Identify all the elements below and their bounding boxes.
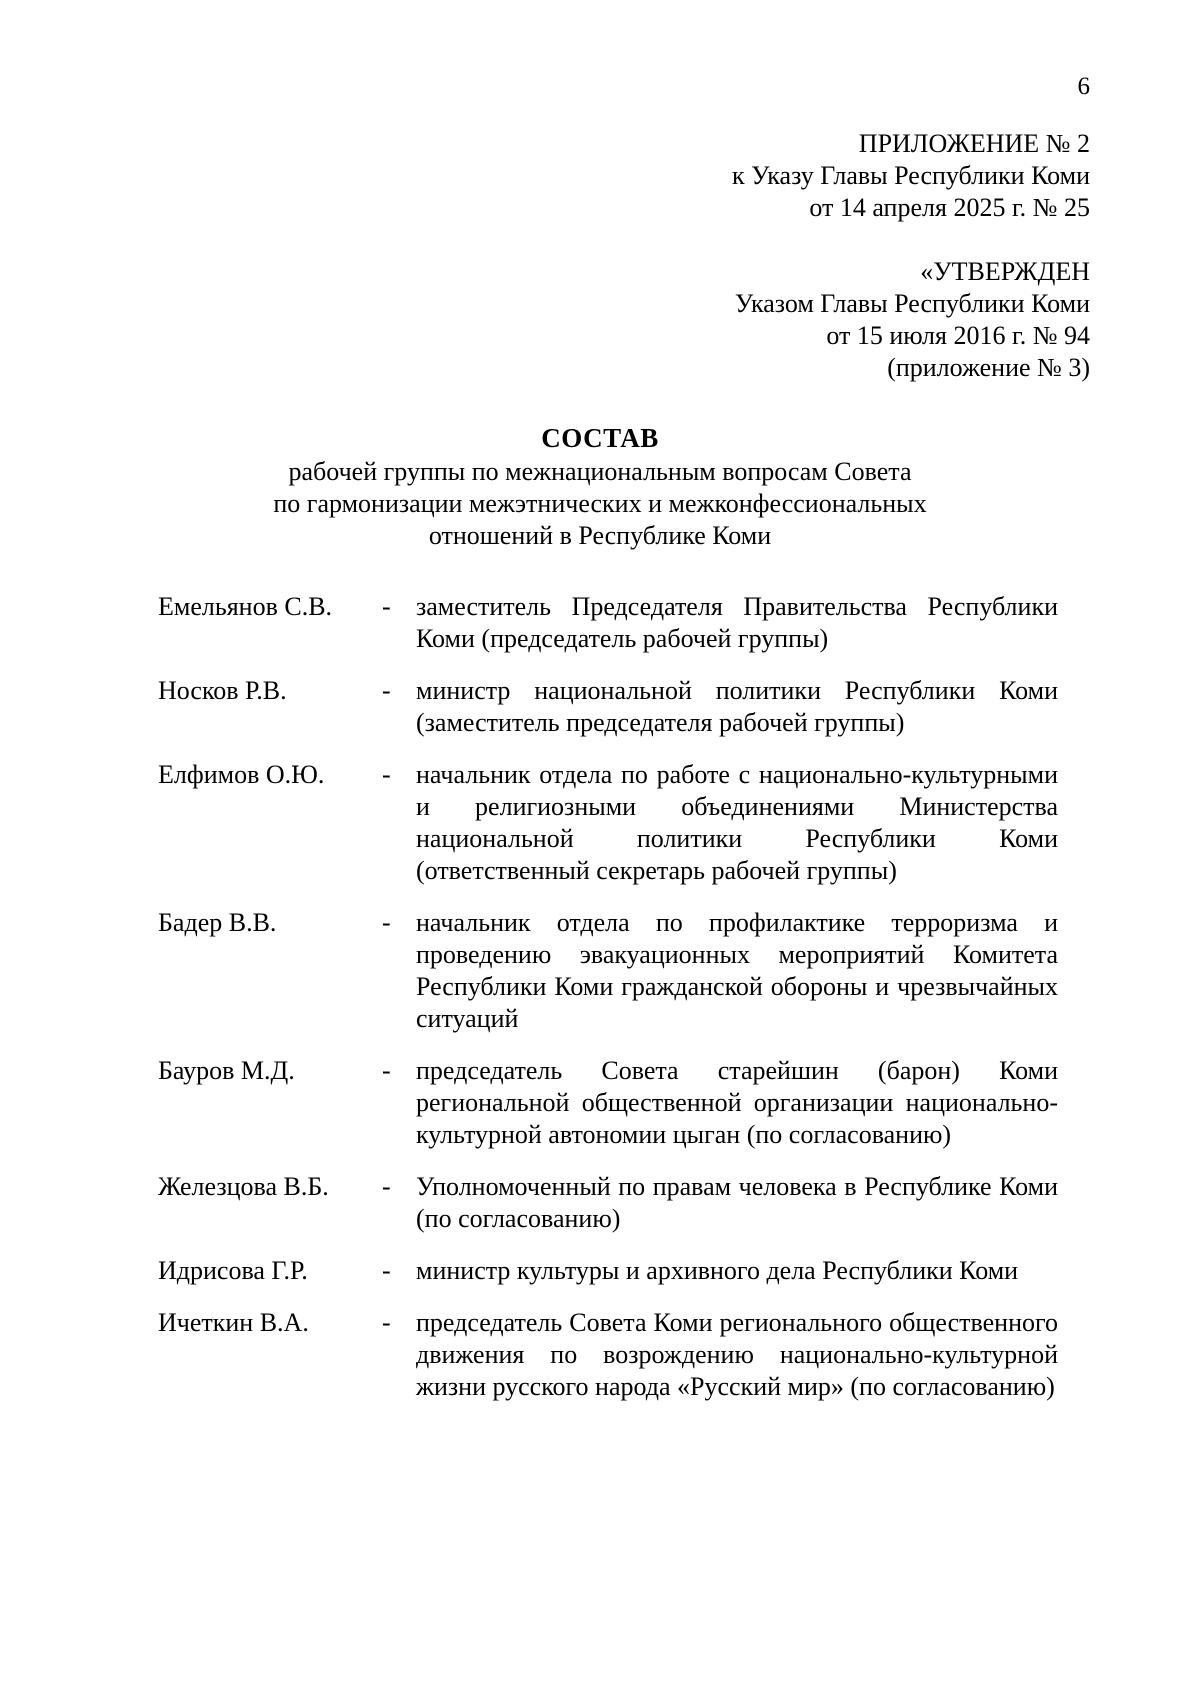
approved-label: «УТВЕРЖДЕН xyxy=(920,257,1090,286)
approved-appendix-ref: (приложение № 3) xyxy=(887,353,1090,382)
member-name: Бауров М.Д. xyxy=(158,1056,295,1085)
member-dash: - xyxy=(382,1172,391,1201)
appendix-header xyxy=(732,128,1090,224)
member-description: начальник отдела по профилактике терроризма и проведению эвакуационных мероприятий Комитета Республики Коми гражданской обороны и чрезвычайных ситуаций xyxy=(416,908,1058,1033)
title-subtitle-line-1: рабочей группы по межнациональным вопросам Совета xyxy=(288,457,912,486)
member-name: Ичеткин В.А. xyxy=(158,1308,309,1337)
appendix-number: ПРИЛОЖЕНИЕ № 2 xyxy=(858,129,1090,158)
member-description: заместитель Председателя Правительства Республики Коми (председатель рабочей группы) xyxy=(416,592,1058,653)
member-dash: - xyxy=(382,1256,391,1285)
member-row xyxy=(158,907,1058,1035)
member-name: Елфимов О.Ю. xyxy=(158,760,325,789)
member-dash: - xyxy=(382,908,391,937)
member-name: Железцова В.Б. xyxy=(158,1172,329,1201)
approved-header xyxy=(735,256,1090,384)
member-dash: - xyxy=(382,592,391,621)
member-name: Емельянов С.В. xyxy=(158,592,333,621)
member-row xyxy=(158,759,1058,887)
member-name: Идрисова Г.Р. xyxy=(158,1256,308,1285)
member-description: министр национальной политики Республики Коми (заместитель председателя рабочей группы) xyxy=(416,676,1058,737)
member-description: начальник отдела по работе с национально-культурными и религиозными объединениями Министерства национальной политики Республики Коми (ответственный секретарь рабочей группы) xyxy=(416,760,1058,885)
document-title xyxy=(110,422,1090,552)
member-row xyxy=(158,1307,1058,1403)
appendix-decree-ref: к Указу Главы Республики Коми xyxy=(732,161,1090,190)
title-main: СОСТАВ xyxy=(541,423,659,453)
member-dash: - xyxy=(382,1056,391,1085)
member-row xyxy=(158,675,1058,739)
member-description: министр культуры и архивного дела Республики Коми xyxy=(416,1256,1019,1285)
member-row xyxy=(158,1055,1058,1151)
member-name: Носков Р.В. xyxy=(158,676,287,705)
member-description: председатель Совета старейшин (барон) Коми региональной общественной организации национально-культурной автономии цыган (по согласованию) xyxy=(416,1056,1058,1149)
page-number: 6 xyxy=(1077,73,1090,100)
member-row xyxy=(158,591,1058,655)
member-row xyxy=(158,1255,1058,1287)
member-name: Бадер В.В. xyxy=(158,908,277,937)
title-subtitle-line-2: по гармонизации межэтнических и межконфессиональных xyxy=(273,489,927,518)
members-list xyxy=(158,591,1058,1423)
member-row xyxy=(158,1171,1058,1235)
appendix-decree-date: от 14 апреля 2025 г. № 25 xyxy=(809,193,1090,222)
member-dash: - xyxy=(382,760,391,789)
approved-decree-date: от 15 июля 2016 г. № 94 xyxy=(826,321,1090,350)
member-dash: - xyxy=(382,1308,391,1337)
member-description: председатель Совета Коми регионального общественного движения по возрождению национально-культурной жизни русского народа «Русский мир» (по согласованию) xyxy=(416,1308,1058,1401)
member-description: Уполномоченный по правам человека в Республике Коми (по согласованию) xyxy=(416,1172,1058,1233)
member-dash: - xyxy=(382,676,391,705)
title-subtitle-line-3: отношений в Республике Коми xyxy=(428,521,772,550)
approved-decree-ref: Указом Главы Республики Коми xyxy=(734,289,1090,318)
